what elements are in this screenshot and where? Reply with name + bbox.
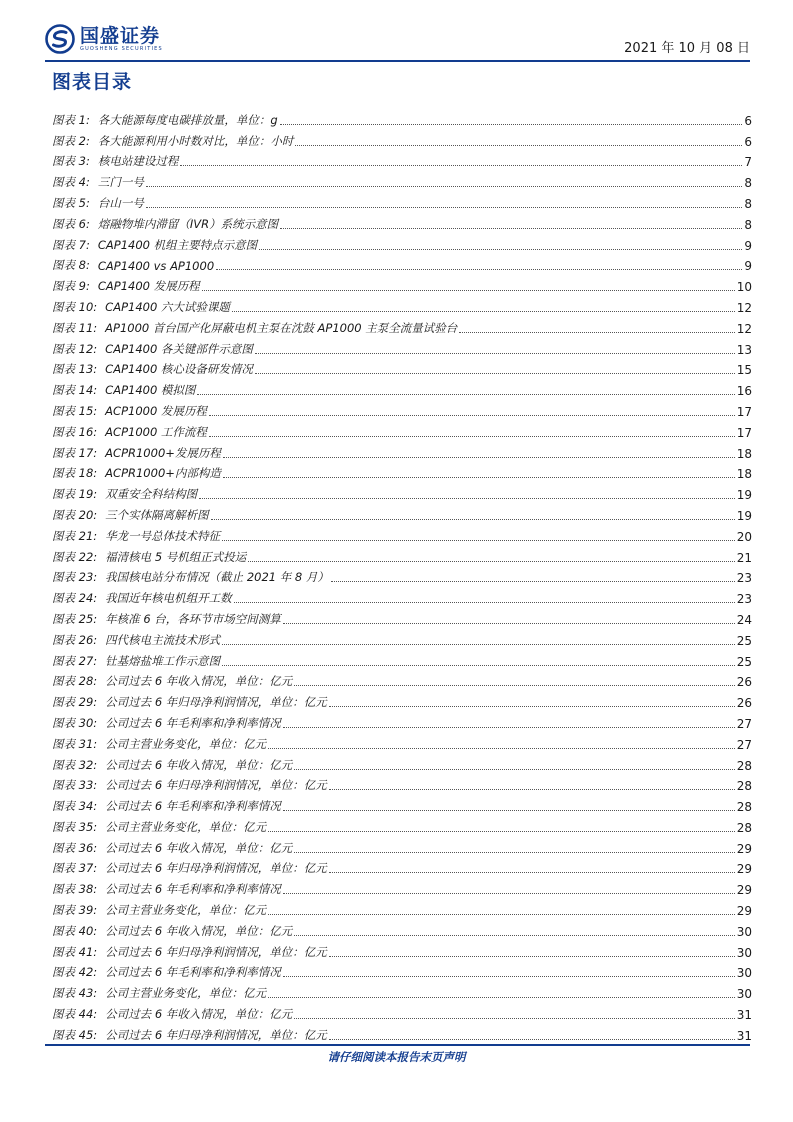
toc-entry-page: 24 bbox=[736, 612, 752, 627]
company-logo bbox=[45, 24, 163, 54]
toc-entry-leader bbox=[280, 227, 742, 229]
toc-entry-title: ACPR1000+发展历程 bbox=[105, 445, 221, 460]
toc-entry-page: 12 bbox=[736, 300, 752, 315]
toc-entry[interactable] bbox=[52, 897, 752, 918]
toc-entry-leader bbox=[259, 248, 742, 250]
toc-entry-title: CAP1400 发展历程 bbox=[97, 279, 200, 294]
toc-entry-label: 图表 35: bbox=[52, 819, 98, 834]
toc-entry-page: 17 bbox=[736, 425, 752, 440]
toc-entry-label: 图表 42: bbox=[52, 965, 98, 980]
toc-entry-title: 核电站建设过程 bbox=[97, 154, 179, 169]
toc-entry-page: 19 bbox=[736, 488, 752, 503]
toc-entry-page: 30 bbox=[736, 924, 752, 939]
toc-entry-leader bbox=[329, 955, 735, 957]
toc-entry[interactable] bbox=[52, 440, 752, 461]
toc-entry-leader bbox=[234, 601, 735, 603]
toc-entry-leader bbox=[294, 684, 734, 686]
toc-entry-label: 图表 11: bbox=[52, 320, 98, 335]
toc-entry-title: 公司过去 6 年归母净利润情况，单位：亿元 bbox=[105, 695, 327, 710]
toc-entry-leader bbox=[222, 643, 735, 645]
toc-entry-label: 图表 10: bbox=[52, 299, 98, 314]
toc-entry-title: 公司过去 6 年收入情况，单位：亿元 bbox=[105, 923, 293, 938]
brand-name-cn: 国盛证券 bbox=[80, 24, 161, 47]
toc-entry-label: 图表 31: bbox=[52, 736, 98, 751]
toc-entry-label: 图表 38: bbox=[52, 882, 98, 897]
toc-entry-leader bbox=[329, 788, 735, 790]
toc-entry-page: 26 bbox=[736, 696, 752, 711]
toc-entry-leader bbox=[146, 185, 743, 187]
toc-entry[interactable] bbox=[52, 149, 752, 170]
toc-entry-page: 20 bbox=[736, 529, 752, 544]
toc-entry-title: CAP1400 六大试验课题 bbox=[105, 299, 230, 314]
toc-entry-label: 图表 22: bbox=[52, 549, 98, 564]
toc-entry[interactable] bbox=[52, 876, 752, 897]
toc-entry-leader bbox=[211, 518, 735, 520]
toc-entry-label: 图表 5: bbox=[52, 195, 90, 210]
toc-entry-title: 公司过去 6 年毛利率和净利率情况 bbox=[105, 715, 281, 730]
toc-entry-page: 28 bbox=[736, 800, 752, 815]
toc-entry[interactable] bbox=[52, 481, 752, 502]
toc-entry-label: 图表 26: bbox=[52, 632, 98, 647]
toc-entry-title: 公司过去 6 年毛利率和净利率情况 bbox=[105, 799, 281, 814]
toc-entry-leader bbox=[232, 310, 735, 312]
toc-entry[interactable] bbox=[52, 1022, 752, 1043]
toc-entry-leader bbox=[283, 975, 735, 977]
toc-entry-page: 25 bbox=[736, 654, 752, 669]
toc-entry-leader bbox=[223, 456, 735, 458]
toc-entry-label: 图表 34: bbox=[52, 799, 98, 814]
footer-divider bbox=[45, 1044, 750, 1046]
toc-entry-title: 公司过去 6 年收入情况，单位：亿元 bbox=[105, 757, 293, 772]
toc-entry[interactable] bbox=[52, 814, 752, 835]
toc-entry-leader bbox=[202, 289, 735, 291]
toc-entry-title: 三门一号 bbox=[97, 175, 144, 190]
toc-entry-title: 各大能源每度电碳排放量，单位：g bbox=[97, 112, 278, 127]
toc-entry-title: 我国近年核电机组开工数 bbox=[105, 591, 232, 606]
toc-entry-title: 公司过去 6 年毛利率和净利率情况 bbox=[105, 882, 281, 897]
toc-entry-leader bbox=[268, 996, 735, 998]
toc-entry[interactable] bbox=[52, 793, 752, 814]
toc-entry-page: 23 bbox=[736, 571, 752, 586]
toc-entry-label: 图表 6: bbox=[52, 216, 90, 231]
header-divider bbox=[45, 60, 750, 62]
toc-entry-title: 公司过去 6 年收入情况，单位：亿元 bbox=[105, 840, 293, 855]
toc-entry-label: 图表 14: bbox=[52, 383, 98, 398]
toc-entry-page: 13 bbox=[736, 342, 752, 357]
toc-entry-page: 30 bbox=[736, 966, 752, 981]
toc-entry-leader bbox=[283, 622, 735, 624]
toc-entry-title: 四代核电主流技术形式 bbox=[105, 632, 221, 647]
toc-entry-page: 18 bbox=[736, 446, 752, 461]
toc-entry-label: 图表 4: bbox=[52, 175, 90, 190]
toc-entry-label: 图表 8: bbox=[52, 258, 90, 273]
toc-entry-label: 图表 37: bbox=[52, 861, 98, 876]
toc-entry-page: 8 bbox=[744, 176, 752, 191]
toc-entry-title: CAP1400 机组主要特点示意图 bbox=[97, 237, 258, 252]
toc-entry-title: 三个实体隔离解析图 bbox=[105, 507, 209, 522]
toc-entry-page: 29 bbox=[736, 862, 752, 877]
toc-entry-leader bbox=[331, 580, 735, 582]
toc-entry[interactable] bbox=[52, 190, 752, 211]
toc-entry-leader bbox=[459, 331, 734, 333]
toc-entry-page: 10 bbox=[736, 280, 752, 295]
toc-entry[interactable] bbox=[52, 419, 752, 440]
toc-entry[interactable] bbox=[52, 253, 752, 274]
toc-entry-page: 19 bbox=[736, 508, 752, 523]
toc-entry-leader bbox=[329, 871, 735, 873]
toc-entry-label: 图表 12: bbox=[52, 341, 98, 356]
toc-entry-label: 图表 45: bbox=[52, 1027, 98, 1042]
toc-entry-title: 公司过去 6 年归母净利润情况，单位：亿元 bbox=[105, 778, 327, 793]
toc-entry-label: 图表 21: bbox=[52, 528, 98, 543]
toc-entry-label: 图表 24: bbox=[52, 591, 98, 606]
brand-name-en: GUOSHENG SECURITIES bbox=[80, 45, 163, 52]
toc-entry[interactable] bbox=[52, 565, 752, 586]
toc-entry-page: 23 bbox=[736, 592, 752, 607]
toc-entry-leader bbox=[216, 268, 742, 270]
toc-entry[interactable] bbox=[52, 585, 752, 606]
toc-entry-title: 钍基熔盐堆工作示意图 bbox=[105, 653, 221, 668]
toc-entry[interactable] bbox=[52, 523, 752, 544]
toc-entry-title: 各大能源利用小时数对比，单位：小时 bbox=[97, 133, 294, 148]
toc-entry-label: 图表 28: bbox=[52, 674, 98, 689]
toc-entry-title: 公司过去 6 年归母净利润情况，单位：亿元 bbox=[105, 861, 327, 876]
toc-entry-label: 图表 15: bbox=[52, 403, 98, 418]
toc-entry[interactable] bbox=[52, 606, 752, 627]
toc-entry-leader bbox=[268, 830, 735, 832]
toc-entry-title: CAP1400 核心设备研发情况 bbox=[105, 362, 253, 377]
toc-entry[interactable] bbox=[52, 357, 752, 378]
toc-entry-page: 21 bbox=[736, 550, 752, 565]
toc-entry-title: 公司过去 6 年收入情况，单位：亿元 bbox=[105, 674, 293, 689]
toc-entry-label: 图表 1: bbox=[52, 112, 90, 127]
toc-entry-leader bbox=[283, 809, 735, 811]
toc-entry-title: 公司主营业务变化，单位：亿元 bbox=[105, 903, 267, 918]
toc-entry-title: 年核准 6 台，各环节市场空间测算 bbox=[105, 611, 281, 626]
toc-entry-label: 图表 36: bbox=[52, 840, 98, 855]
toc-entry-label: 图表 43: bbox=[52, 986, 98, 1001]
toc-entry[interactable] bbox=[52, 544, 752, 565]
toc-entry-title: CAP1400 vs AP1000 bbox=[97, 259, 215, 274]
toc-entry-page: 29 bbox=[736, 904, 752, 919]
toc-entry-leader bbox=[280, 123, 743, 125]
toc-entry[interactable] bbox=[52, 294, 752, 315]
toc-entry-leader bbox=[223, 476, 735, 478]
toc-entry-leader bbox=[329, 705, 735, 707]
toc-entry-title: 双重安全科结构图 bbox=[105, 487, 198, 502]
toc-entry-page: 7 bbox=[744, 155, 752, 170]
toc-title: 图表目录 bbox=[52, 71, 133, 93]
toc-entry-label: 图表 13: bbox=[52, 362, 98, 377]
toc-entry[interactable] bbox=[52, 960, 752, 981]
toc-entry[interactable] bbox=[52, 835, 752, 856]
toc-entry-title: 公司过去 6 年归母净利润情况，单位：亿元 bbox=[105, 944, 327, 959]
toc-entry-page: 28 bbox=[736, 820, 752, 835]
toc-entry[interactable] bbox=[52, 669, 752, 690]
toc-entry[interactable] bbox=[52, 232, 752, 253]
toc-entry-label: 图表 20: bbox=[52, 507, 98, 522]
toc-entry-leader bbox=[255, 372, 735, 374]
toc-entry-leader bbox=[180, 164, 742, 166]
toc-entry[interactable] bbox=[52, 918, 752, 939]
toc-entry-leader bbox=[222, 664, 735, 666]
toc-entry-page: 29 bbox=[736, 883, 752, 898]
toc-entry[interactable] bbox=[52, 377, 752, 398]
toc-entry-page: 25 bbox=[736, 633, 752, 648]
toc-entry-title: CAP1400 模拟图 bbox=[105, 383, 196, 398]
toc-entry[interactable] bbox=[52, 169, 752, 190]
toc-entry-leader bbox=[268, 747, 735, 749]
toc-entry-label: 图表 41: bbox=[52, 944, 98, 959]
toc-entry-title: 华龙一号总体技术特征 bbox=[105, 528, 221, 543]
toc-entry-label: 图表 2: bbox=[52, 133, 90, 148]
toc-entry[interactable] bbox=[52, 273, 752, 294]
toc-entry-leader bbox=[283, 726, 735, 728]
toc-entry-leader bbox=[248, 560, 734, 562]
toc-entry-title: 台山一号 bbox=[97, 195, 144, 210]
toc-entry[interactable] bbox=[52, 502, 752, 523]
toc-entry-leader bbox=[222, 539, 735, 541]
toc-entry-page: 15 bbox=[736, 363, 752, 378]
toc-entry-title: ACP1000 工作流程 bbox=[105, 424, 207, 439]
toc-entry-leader bbox=[197, 393, 734, 395]
toc-entry-title: 公司主营业务变化，单位：亿元 bbox=[105, 819, 267, 834]
toc-entry-label: 图表 33: bbox=[52, 778, 98, 793]
toc-entry-page: 18 bbox=[736, 467, 752, 482]
toc-entry-page: 9 bbox=[744, 238, 752, 253]
toc-entry-page: 29 bbox=[736, 841, 752, 856]
toc-entry-label: 图表 23: bbox=[52, 570, 98, 585]
toc-entry-title: 我国核电站分布情况（截止 2021 年 8 月） bbox=[105, 570, 329, 585]
toc-entry-title: 熔融物堆内滞留（IVR）系统示意图 bbox=[97, 216, 279, 231]
toc-list bbox=[52, 107, 752, 1043]
toc-entry[interactable] bbox=[52, 980, 752, 1001]
toc-entry-leader bbox=[146, 206, 743, 208]
toc-entry-page: 27 bbox=[736, 737, 752, 752]
toc-entry-page: 31 bbox=[736, 1008, 752, 1023]
toc-entry-label: 图表 27: bbox=[52, 653, 98, 668]
toc-entry-page: 12 bbox=[736, 321, 752, 336]
toc-entry-label: 图表 17: bbox=[52, 445, 98, 460]
toc-entry-page: 30 bbox=[736, 987, 752, 1002]
toc-entry-page: 27 bbox=[736, 716, 752, 731]
toc-entry[interactable] bbox=[52, 315, 752, 336]
report-date: 2021 年 10 月 08 日 bbox=[624, 41, 750, 56]
toc-entry-leader bbox=[294, 1017, 734, 1019]
toc-entry-label: 图表 7: bbox=[52, 237, 90, 252]
toc-entry[interactable] bbox=[52, 752, 752, 773]
toc-entry-label: 图表 29: bbox=[52, 695, 98, 710]
toc-entry-label: 图表 18: bbox=[52, 466, 98, 481]
toc-entry-label: 图表 3: bbox=[52, 154, 90, 169]
toc-entry[interactable] bbox=[52, 107, 752, 128]
toc-entry-leader bbox=[295, 144, 742, 146]
toc-entry-label: 图表 32: bbox=[52, 757, 98, 772]
page-header bbox=[45, 22, 750, 60]
toc-entry-leader bbox=[255, 352, 735, 354]
toc-entry-page: 8 bbox=[744, 196, 752, 211]
toc-entry-page: 26 bbox=[736, 675, 752, 690]
toc-entry-title: 公司过去 6 年归母净利润情况，单位：亿元 bbox=[105, 1027, 327, 1042]
toc-entry[interactable] bbox=[52, 461, 752, 482]
toc-entry-page: 6 bbox=[744, 113, 752, 128]
toc-entry-leader bbox=[209, 414, 735, 416]
toc-entry-page: 8 bbox=[744, 217, 752, 232]
toc-entry-label: 图表 30: bbox=[52, 715, 98, 730]
toc-entry-label: 图表 25: bbox=[52, 611, 98, 626]
toc-entry-page: 17 bbox=[736, 404, 752, 419]
toc-entry[interactable] bbox=[52, 128, 752, 149]
toc-entry-page: 31 bbox=[736, 1028, 752, 1043]
toc-entry-label: 图表 40: bbox=[52, 923, 98, 938]
toc-entry-title: ACP1000 发展历程 bbox=[105, 403, 207, 418]
toc-entry[interactable] bbox=[52, 1001, 752, 1022]
toc-entry-page: 28 bbox=[736, 779, 752, 794]
toc-entry[interactable] bbox=[52, 648, 752, 669]
toc-entry-leader bbox=[329, 1038, 735, 1040]
toc-entry-leader bbox=[294, 851, 734, 853]
toc-entry-label: 图表 44: bbox=[52, 1007, 98, 1022]
toc-entry-label: 图表 9: bbox=[52, 279, 90, 294]
toc-entry-title: ACPR1000+内部构造 bbox=[105, 466, 221, 481]
toc-entry-title: 福清核电 5 号机组正式投运 bbox=[105, 549, 247, 564]
toc-entry[interactable] bbox=[52, 773, 752, 794]
toc-entry-page: 16 bbox=[736, 384, 752, 399]
toc-entry-title: CAP1400 各关键部件示意图 bbox=[105, 341, 253, 356]
toc-entry-leader bbox=[268, 913, 735, 915]
toc-entry-page: 6 bbox=[744, 134, 752, 149]
toc-entry[interactable] bbox=[52, 710, 752, 731]
footer-disclaimer: 请仔细阅读本报告末页声明 bbox=[327, 1050, 466, 1064]
toc-entry-page: 30 bbox=[736, 945, 752, 960]
toc-entry-leader bbox=[294, 934, 734, 936]
toc-entry[interactable] bbox=[52, 731, 752, 752]
toc-entry[interactable] bbox=[52, 856, 752, 877]
toc-entry-label: 图表 16: bbox=[52, 424, 98, 439]
toc-entry[interactable] bbox=[52, 336, 752, 357]
toc-entry[interactable] bbox=[52, 627, 752, 648]
toc-entry-title: 公司过去 6 年毛利率和净利率情况 bbox=[105, 965, 281, 980]
toc-entry-page: 9 bbox=[744, 259, 752, 274]
guosheng-logo-icon bbox=[45, 24, 75, 54]
toc-entry-title: 公司主营业务变化，单位：亿元 bbox=[105, 986, 267, 1001]
toc-entry-leader bbox=[209, 435, 735, 437]
toc-entry-leader bbox=[294, 768, 734, 770]
toc-entry[interactable] bbox=[52, 211, 752, 232]
toc-entry-title: 公司主营业务变化，单位：亿元 bbox=[105, 736, 267, 751]
toc-entry[interactable] bbox=[52, 398, 752, 419]
toc-entry-label: 图表 39: bbox=[52, 903, 98, 918]
toc-entry-label: 图表 19: bbox=[52, 487, 98, 502]
toc-entry[interactable] bbox=[52, 939, 752, 960]
toc-entry-leader bbox=[283, 892, 735, 894]
toc-entry-page: 28 bbox=[736, 758, 752, 773]
toc-entry-title: 公司过去 6 年收入情况，单位：亿元 bbox=[105, 1007, 293, 1022]
toc-entry-title: AP1000 首台国产化屏蔽电机主泵在沈鼓 AP1000 主泵全流量试验台 bbox=[105, 320, 458, 335]
toc-entry-leader bbox=[199, 497, 735, 499]
toc-entry[interactable] bbox=[52, 689, 752, 710]
